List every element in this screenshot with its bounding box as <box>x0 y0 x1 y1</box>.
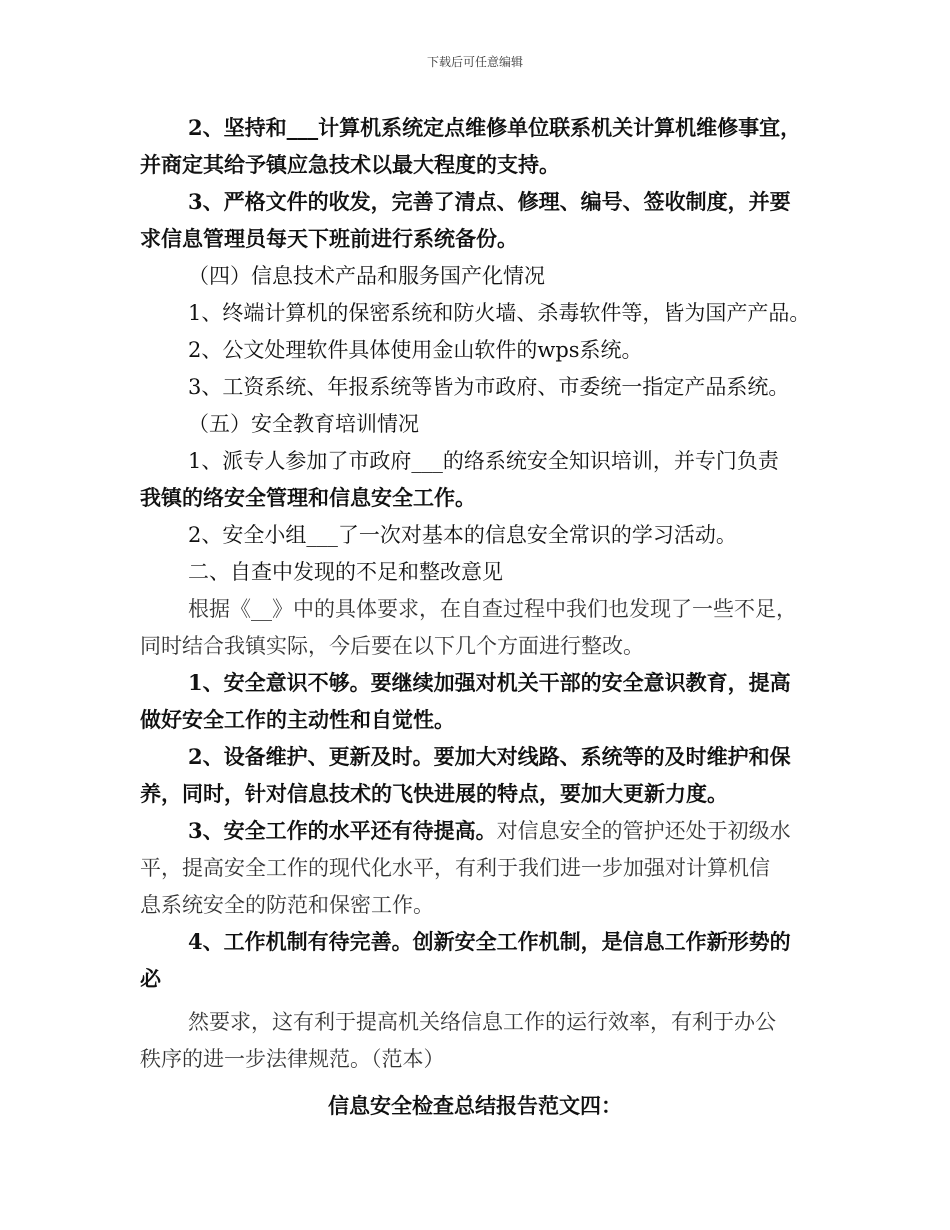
paragraph-line: 2、安全小组___了一次对基本的信息安全常识的学习活动。 <box>188 523 737 547</box>
paragraph-line: 我镇的络安全管理和信息安全工作。 <box>140 485 476 510</box>
paragraph-line: 根据《__》中的具体要求，在自查过程中我们也发现了一些不足， <box>188 597 797 621</box>
paragraph-line: 养，同时，针对信息技术的飞快进展的特点，要加大更新力度。 <box>140 781 728 806</box>
paragraph-line: 秩序的进一步法律规范。（范本） <box>140 1047 445 1071</box>
section-heading: （五）安全教育培训情况 <box>188 412 419 436</box>
paragraph-line: 1、安全意识不够。要继续加强对机关干部的安全意识教育，提高 <box>188 670 791 695</box>
paragraph-line: 1、派专人参加了市政府___的络系统安全知识培训，并专门负责 <box>188 449 779 473</box>
paragraph-lead: 3、安全工作的水平还有待提高。 <box>188 818 497 843</box>
paragraph-line: 2、设备维护、更新及时。要加大对线路、系统等的及时维护和保 <box>188 744 791 769</box>
paragraph-line: 息系统安全的防范和保密工作。 <box>140 893 434 917</box>
section-title: 信息安全检查总结报告范文四： <box>328 1093 622 1118</box>
paragraph-line: 然要求，这有利于提高机关络信息工作的运行效率，有利于办公 <box>188 1010 776 1034</box>
paragraph-line: 必 <box>140 966 161 991</box>
paragraph-line: 同时结合我镇实际，今后要在以下几个方面进行整改。 <box>140 634 644 658</box>
paragraph-line: 做好安全工作的主动性和自觉性。 <box>140 707 455 732</box>
section-heading: （四）信息技术产品和服务国产化情况 <box>188 264 545 288</box>
paragraph-line: 求信息管理员每天下班前进行系统备份。 <box>140 226 518 251</box>
paragraph-line: 并商定其给予镇应急技术以最大程度的支持。 <box>140 152 560 177</box>
paragraph-line: 1、终端计算机的保密系统和防火墙、杀毒软件等，皆为国产产品。 <box>188 301 811 325</box>
paragraph-line <box>188 817 820 845</box>
section-heading: 二、自查中发现的不足和整改意见 <box>188 560 503 584</box>
paragraph-line: 2、公文处理软件具体使用金山软件的wps系统。 <box>188 338 643 362</box>
paragraph-line: 3、严格文件的收发，完善了清点、修理、编号、签收制度，并要 <box>188 189 791 214</box>
paragraph-line: 平，提高安全工作的现代化水平，有利于我们进一步加强对计算机信 <box>140 856 770 880</box>
paragraph-rest: 对信息安全的管护还处于初级水 <box>496 819 791 843</box>
page-header: 下载后可任意编辑 <box>426 55 523 69</box>
paragraph-line: 4、工作机制有待完善。创新安全工作机制，是信息工作新形势的 <box>188 929 791 954</box>
paragraph-line: 3、工资系统、年报系统等皆为市政府、市委统一指定产品系统。 <box>188 375 790 399</box>
paragraph-line: 2、坚持和___计算机系统定点维修单位联系机关计算机维修事宜， <box>188 115 802 140</box>
